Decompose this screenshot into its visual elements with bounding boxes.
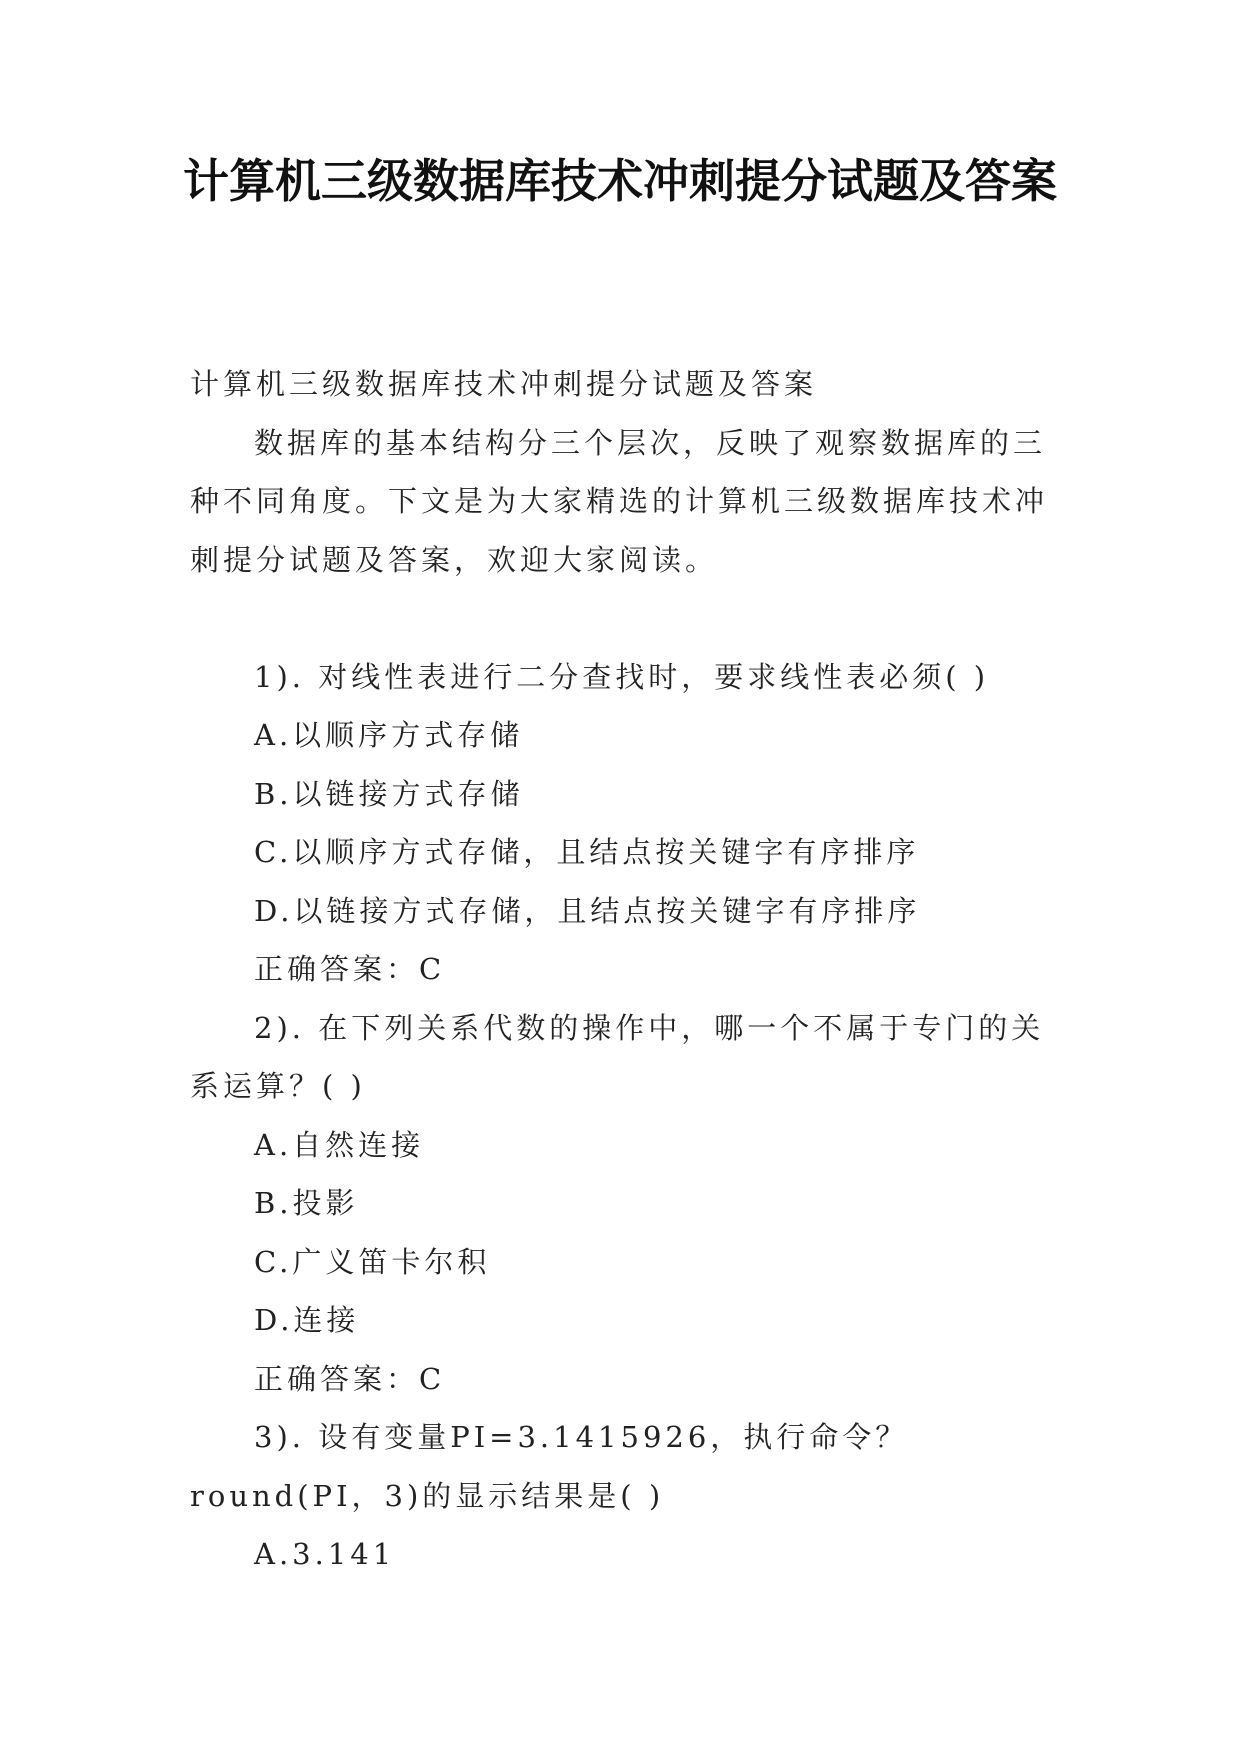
document-body xyxy=(190,355,1070,1584)
paragraph-gap xyxy=(190,589,1070,648)
question-1-stem: 1). 对线性表进行二分查找时，要求线性表必须( ) xyxy=(254,659,990,694)
intro-paragraph: 数据库的基本结构分三个层次，反映了观察数据库的三种不同角度。下文是为大家精选的计算机三级数据库技术冲刺提分试题及答案，欢迎大家阅读。 xyxy=(190,425,1049,577)
question-1-option-a: A.以顺序方式存储 xyxy=(254,718,524,752)
document-subtitle: 计算机三级数据库技术冲刺提分试题及答案 xyxy=(190,367,818,401)
question-1-answer: 正确答案：C xyxy=(254,952,446,986)
question-3-option-a: A.3.141 xyxy=(254,1537,396,1571)
question-2-option-d: D.连接 xyxy=(254,1303,360,1337)
question-2-option-b: B.投影 xyxy=(254,1186,359,1220)
question-1-option-d: D.以链接方式存储，且结点按关键字有序排序 xyxy=(254,893,921,928)
question-2-option-a: A.自然连接 xyxy=(254,1127,425,1162)
question-1-option-b: B.以链接方式存储 xyxy=(254,776,524,811)
question-2-answer: 正确答案：C xyxy=(254,1361,446,1396)
question-2-option-c: C.广义笛卡尔积 xyxy=(254,1244,491,1279)
question-2-stem: 2). 在下列关系代数的操作中，哪一个不属于专门的关系运算？( ) xyxy=(190,1010,1045,1103)
question-1-option-c: C.以顺序方式存储，且结点按关键字有序排序 xyxy=(254,835,920,869)
question-3-stem: 3). 设有变量PI=3.1415926，执行命令？round(PI，3)的显示结果是( ) xyxy=(190,1420,909,1513)
document-title: 计算机三级数据库技术冲刺提分试题及答案 xyxy=(183,154,1057,208)
